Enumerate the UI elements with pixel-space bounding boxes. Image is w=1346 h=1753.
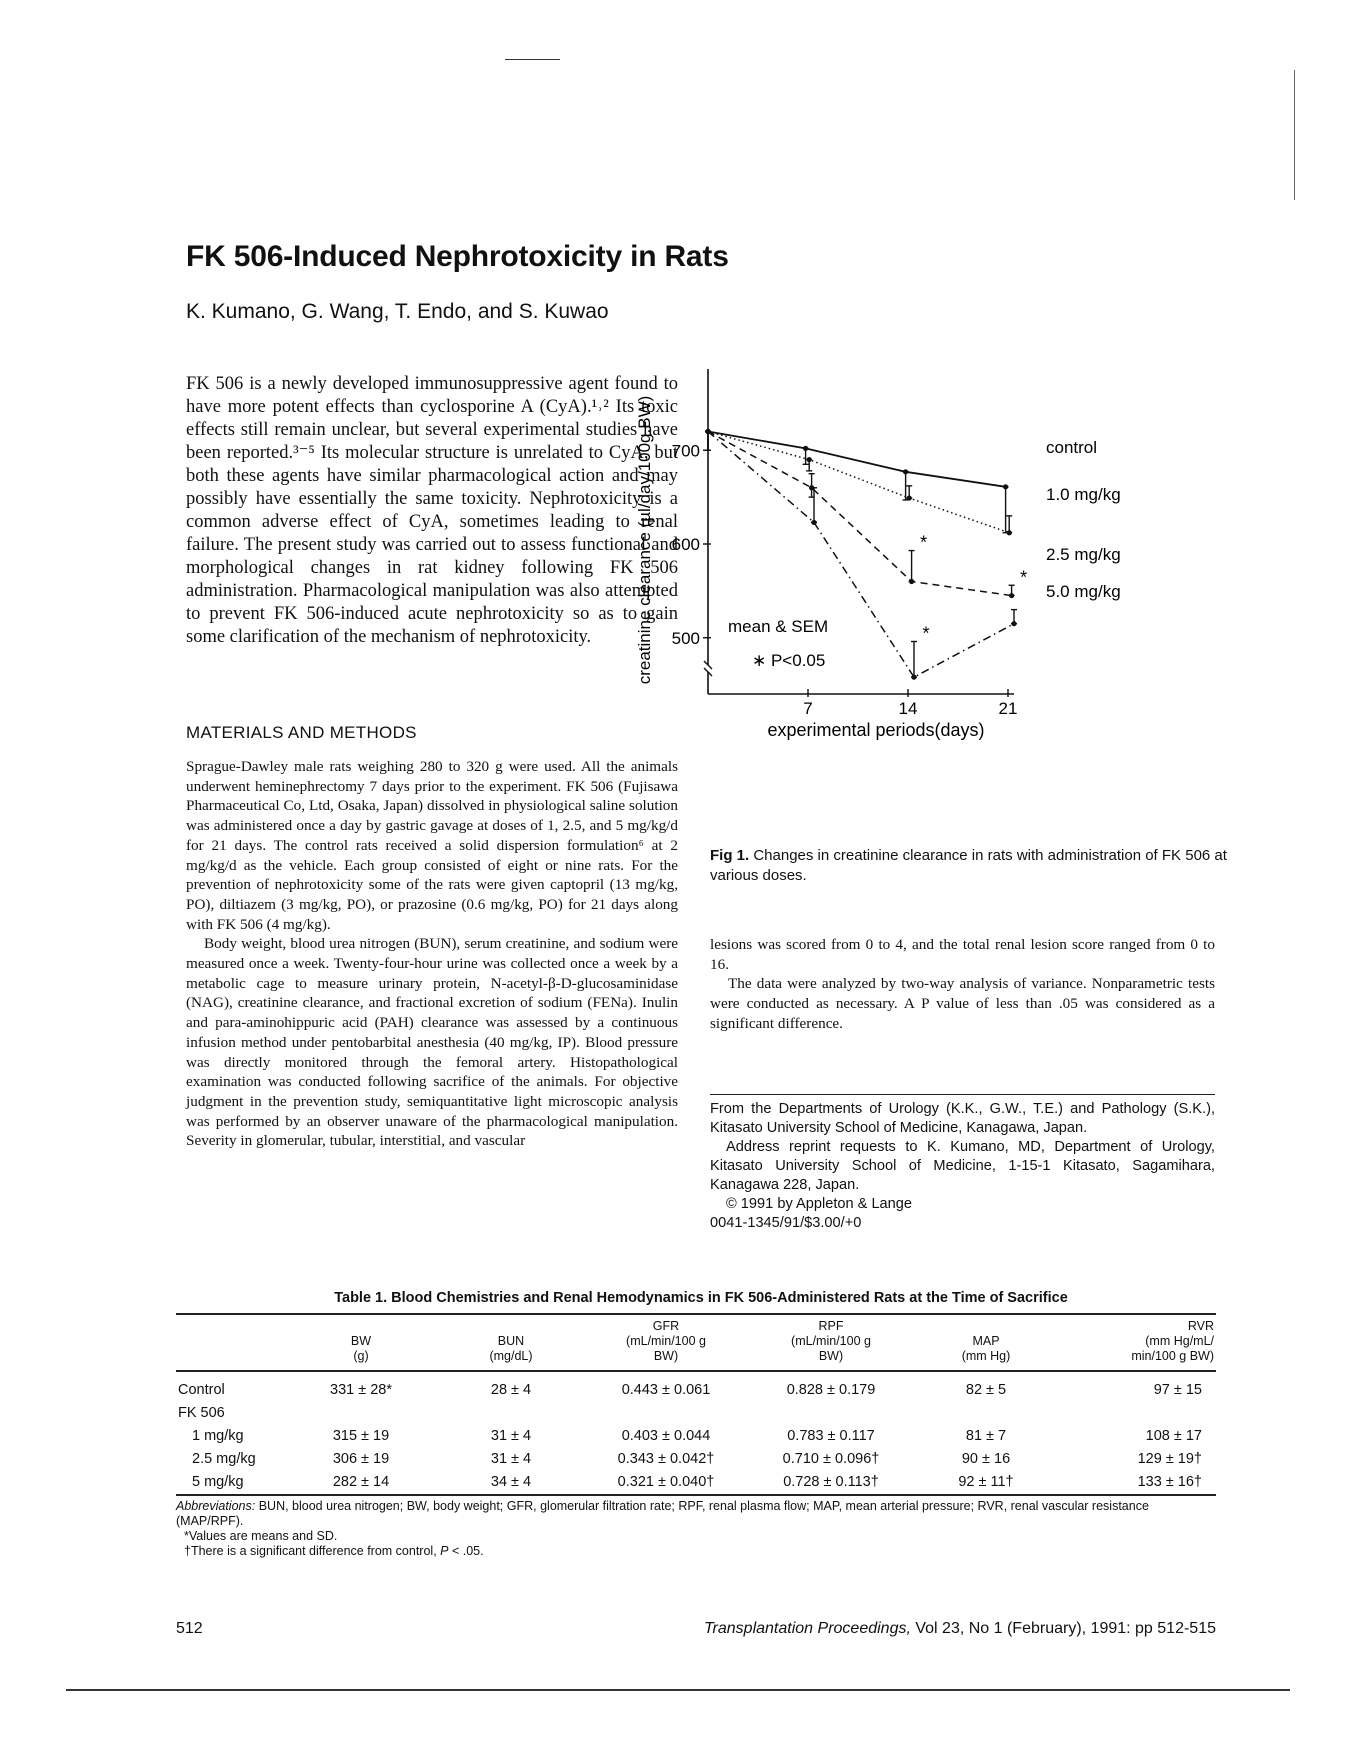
table-header-line: BW) xyxy=(818,1349,844,1363)
journal-citation xyxy=(600,1620,1216,1638)
data-point xyxy=(811,520,816,525)
table-cell: 92 ± 11† xyxy=(958,1474,1014,1490)
page-number: 512 xyxy=(176,1620,203,1637)
table-notes xyxy=(176,1499,1216,1559)
table-header-line: MAP xyxy=(972,1334,1000,1348)
table-abbreviations xyxy=(176,1499,1216,1529)
table-header-col-4 xyxy=(746,1314,916,1371)
table-header-col-6 xyxy=(1056,1314,1216,1371)
x-tick-label: 21 xyxy=(998,699,1018,718)
table-header-line: (mm Hg) xyxy=(961,1349,1011,1363)
y-tick-label: 500 xyxy=(671,628,700,648)
affiliation-code: 0041-1345/91/$3.00/+0 xyxy=(710,1215,862,1231)
creatinine-clearance-chart xyxy=(635,375,1230,835)
results-text xyxy=(710,935,1215,1034)
table-cell xyxy=(746,1402,916,1425)
scan-artifact-right-edge xyxy=(1294,70,1295,200)
table-row xyxy=(176,1448,1216,1471)
table-header-line: RVR xyxy=(1187,1319,1214,1333)
legend-entry: 5.0 mg/kg xyxy=(1046,582,1121,601)
methods-heading: MATERIALS AND METHODS xyxy=(186,723,417,742)
data-point xyxy=(803,446,808,451)
journal-details: Vol 23, No 1 (February), 1991: pp 512-515 xyxy=(915,1620,1216,1637)
table-cell: 306 ± 19 xyxy=(332,1451,390,1467)
y-tick-label: 700 xyxy=(671,441,700,461)
table-header-line: (mL/min/100 g xyxy=(791,1334,871,1348)
legend-entry: control xyxy=(1046,438,1098,457)
table-cell: 82 ± 5 xyxy=(965,1382,1007,1398)
abbreviations-label: Abbreviations: xyxy=(176,1499,256,1513)
table-cell: 315 ± 19 xyxy=(332,1428,390,1444)
data-point xyxy=(911,675,916,680)
table-header-line: (g) xyxy=(353,1349,369,1363)
data-point xyxy=(1007,530,1012,535)
chart-axes xyxy=(635,369,1017,740)
table-row-label: 1 mg/kg xyxy=(192,1428,244,1444)
series-line xyxy=(708,432,1006,487)
table-note-2-prefix: †There is a significant difference from control, xyxy=(184,1544,437,1558)
data-point xyxy=(1009,593,1014,598)
table-cell xyxy=(586,1402,746,1425)
table-row-label: 2.5 mg/kg xyxy=(192,1451,256,1467)
table-cell: 108 ± 17 xyxy=(1145,1428,1202,1444)
table-cell: 0.343 ± 0.042† xyxy=(617,1451,715,1467)
series-line xyxy=(708,432,1012,596)
table-title: Table 1. Blood Chemistries and Renal Hemodynamics in FK 506-Administered Rats at the Time of Sacrifice xyxy=(334,1290,1068,1306)
affiliation-reprint: Address reprint requests to K. Kumano, MD, Department of Urology, Kitasato University School of Medicine, 1-15-1 Kitasato, Sagamihara, Kanagawa 228, Japan. xyxy=(710,1139,1215,1193)
affiliation-from: From the Departments of Urology (K.K., G.W., T.E.) and Pathology (S.K.), Kitasato University School of Medicine, Kanagawa, Japan. xyxy=(710,1101,1215,1136)
data-point xyxy=(807,457,812,462)
data-point xyxy=(705,429,710,434)
table-cell: 0.321 ± 0.040† xyxy=(617,1474,715,1490)
chart-labels xyxy=(728,617,828,670)
annotation-mean-sem: mean & SEM xyxy=(728,617,829,636)
table-cell: 129 ± 19† xyxy=(1137,1451,1202,1467)
table-cell: 31 ± 4 xyxy=(490,1451,532,1467)
data-point xyxy=(909,579,914,584)
significance-mark: * xyxy=(1020,567,1028,588)
table-cell: 31 ± 4 xyxy=(490,1428,532,1444)
significance-mark: * xyxy=(922,623,930,644)
figure-caption-text: Changes in creatinine clearance in rats with administration of FK 506 at various doses. xyxy=(710,847,1227,884)
table-row-label: FK 506 xyxy=(178,1405,225,1421)
table-header-line: (mg/dL) xyxy=(489,1349,533,1363)
table-cell: 0.828 ± 0.179 xyxy=(786,1382,876,1398)
table-row xyxy=(176,1471,1216,1495)
table-row xyxy=(176,1371,1216,1402)
table-cell: 282 ± 14 xyxy=(332,1474,390,1490)
table-cell: 133 ± 16† xyxy=(1137,1474,1202,1490)
table-cell: 28 ± 4 xyxy=(490,1382,532,1398)
table-note-1: *Values are means and SD. xyxy=(184,1529,338,1543)
table-header-line: GFR xyxy=(652,1319,680,1333)
methods-paragraph-1: Sprague-Dawley male rats weighing 280 to 320 g were used. All the animals underwent heminephrectomy 7 days prior to the experiment. FK 506 (Fujisawa Pharmaceutical Co, Ltd, Osaka, Japan) dissolved in physiological saline solution was administered once a day by gastric gavage at doses of 1, 2.5, and 5 mg/kg/d for 21 days. The control rats received a solid dispersion formulation⁶ at 2 mg/kg/d as the vehicle. Each group consisted of eight or nine rats. For the prevention of nephrotoxicity some of the rats were given captopril (13 mg/kg, PO), diltiazem (3 mg/kg, PO), or prazosine (0.6 mg/kg, PO) for 21 days along with FK 506 (4 mg/kg). xyxy=(186,758,678,933)
table-note-2-p: P xyxy=(440,1544,449,1558)
table-header-line: BUN xyxy=(497,1334,525,1348)
data-point xyxy=(1003,484,1008,489)
table-header-col-1 xyxy=(286,1314,436,1371)
table-row-label: Control xyxy=(178,1382,225,1398)
affiliation-divider xyxy=(710,1094,1215,1095)
table-cell: 81 ± 7 xyxy=(965,1428,1007,1444)
article-authors: K. Kumano, G. Wang, T. Endo, and S. Kuwao xyxy=(186,300,609,323)
scan-artifact-top-rule xyxy=(505,59,560,60)
data-point xyxy=(907,495,912,500)
data-point xyxy=(903,469,908,474)
table-header-col-2 xyxy=(436,1314,586,1371)
table-header-line: RPF xyxy=(818,1319,844,1333)
blood-chemistry-table xyxy=(176,1313,1216,1496)
table-header-col-5 xyxy=(916,1314,1056,1371)
affiliation-copyright: © 1991 by Appleton & Lange xyxy=(726,1196,913,1212)
table-cell xyxy=(916,1402,1056,1425)
figure-1 xyxy=(635,375,1230,835)
table-1 xyxy=(176,1313,1216,1496)
table-header-col-3 xyxy=(586,1314,746,1371)
chart-series xyxy=(705,429,1121,680)
right-paragraph-1: lesions was scored from 0 to 4, and the total renal lesion score ranged from 0 to 16. xyxy=(710,936,1215,973)
table-header-row xyxy=(176,1314,1216,1371)
methods-paragraph-2: Body weight, blood urea nitrogen (BUN), serum creatinine, and sodium were measured once a week. Twenty-four-hour urine was collected once a week by a metabolic cage to measure urinary protein, N-acetyl-β-D-glucosaminidase (NAG), creatinine clearance, and fractional excretion of sodium (FENa). Inulin and para-aminohippuric acid (PAH) clearance was assessed by a continuous infusion method under pentobarbital anesthesia (40 mg/kg, IP). Blood pressure was directly monitored through the femoral artery. Histopathological examination was conducted following sacrifice of the animals. For objective judgment in the prevention study, semiquantitative light microscopic analysis was performed by an observer unaware of the pharmacological manipulation. Severity in glomerular, tubular, interstitial, and vascular xyxy=(186,935,678,1150)
abbreviations-text: BUN, blood urea nitrogen; BW, body weight; GFR, glomerular filtration rate; RPF, renal plasma flow; MAP, mean arterial pressure; RVR, renal vascular resistance (MAP/RPF). xyxy=(176,1499,1149,1528)
table-cell: 331 ± 28* xyxy=(330,1382,392,1398)
table-cell: 97 ± 15 xyxy=(1153,1382,1202,1398)
table-row xyxy=(176,1402,1216,1425)
table-header-line: BW) xyxy=(653,1349,679,1363)
table-header-line: BW xyxy=(350,1334,372,1348)
table-cell: 0.403 ± 0.044 xyxy=(621,1428,711,1444)
x-axis-label: experimental periods(days) xyxy=(767,720,985,740)
x-tick-label: 7 xyxy=(803,699,813,718)
table-cell: 0.783 ± 0.117 xyxy=(787,1428,875,1444)
table-cell: 0.728 ± 0.113† xyxy=(783,1474,879,1490)
table-header-blank xyxy=(176,1314,286,1371)
series-line xyxy=(708,432,1009,533)
legend-entry: 1.0 mg/kg xyxy=(1046,485,1121,504)
x-tick-label: 14 xyxy=(898,699,918,718)
table-body xyxy=(176,1371,1216,1495)
table-header-line: min/100 g BW) xyxy=(1131,1349,1214,1363)
table-note-2 xyxy=(176,1544,1216,1559)
figure-caption-label: Fig 1. xyxy=(710,847,750,864)
table-cell: 90 ± 16 xyxy=(961,1451,1011,1467)
series-control xyxy=(705,429,1097,533)
table-note-2-suffix: < .05. xyxy=(451,1544,484,1558)
table-header-line: (mm Hg/mL/ xyxy=(1145,1334,1214,1348)
article-title: FK 506-Induced Nephrotoxicity in Rats xyxy=(186,240,729,273)
table-row xyxy=(176,1425,1216,1448)
figure-caption xyxy=(710,846,1230,886)
journal-name: Transplantation Proceedings, xyxy=(703,1620,911,1637)
table-cell: 0.710 ± 0.096† xyxy=(782,1451,880,1467)
table-header-line: (mL/min/100 g xyxy=(626,1334,706,1348)
legend-entry: 2.5 mg/kg xyxy=(1046,545,1121,564)
y-axis-label: creatinine clearance (µl/day/100g.BW) xyxy=(635,395,654,685)
intro-paragraph: FK 506 is a newly developed immunosuppressive agent found to have more potent effects than cyclosporine A (CyA).¹˒² Its toxic effects still remain unclear, but several experimental studies have been reported.³⁻⁵ Its molecular structure is unrelated to CyA, but both these agents have similar pharmacological action and may possibly have essentially the same toxicity. Nephrotoxicity is a common adverse effect of CyA, sometimes leading to renal failure. The present study was carried out to assess functional and morphological changes in rat kidney following FK 506 administration. Pharmacological manipulation was also attempted to prevent FK 506-induced acute nephrotoxicity so as to gain some clarification of the mechanism of nephrotoxicity. xyxy=(186,374,678,647)
data-point xyxy=(1011,621,1016,626)
table-cell xyxy=(436,1402,586,1425)
annotation-p-value: ∗ P<0.05 xyxy=(752,651,826,670)
affiliation-block xyxy=(710,1100,1215,1233)
series-line xyxy=(708,432,1014,678)
scan-artifact-bottom-rule xyxy=(66,1689,1290,1691)
methods-section xyxy=(186,757,678,1151)
table-cell: 34 ± 4 xyxy=(490,1474,532,1490)
right-paragraph-2: The data were analyzed by two-way analysis of variance. Nonparametric tests were conducted as necessary. A P value of less than .05 was considered as a significant difference. xyxy=(710,975,1215,1032)
table-cell xyxy=(286,1402,436,1425)
significance-mark: * xyxy=(920,532,928,553)
y-tick-label: 600 xyxy=(671,535,700,554)
table-cell: 0.443 ± 0.061 xyxy=(621,1382,711,1398)
table-cell xyxy=(1056,1402,1216,1425)
table-row-label: 5 mg/kg xyxy=(192,1474,244,1490)
